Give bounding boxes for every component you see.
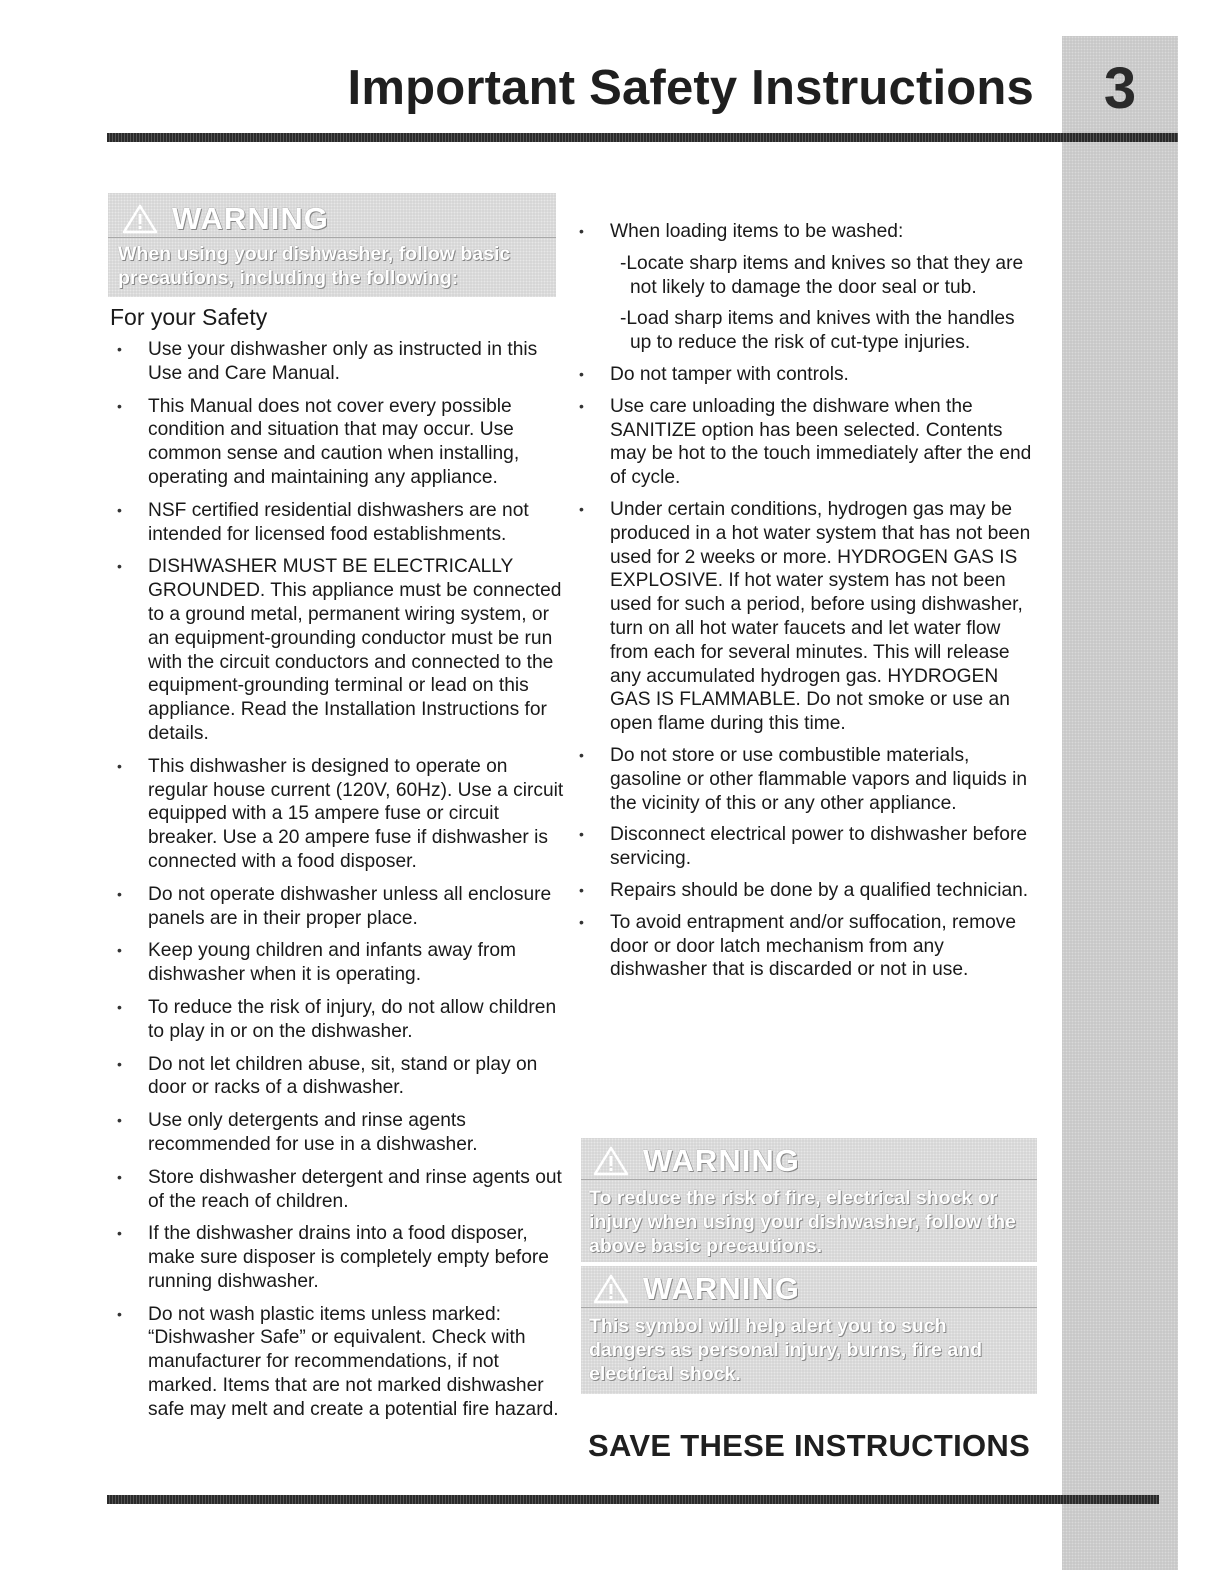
list-item: • To avoid entrapment and/or suffocation, remove door or door latch mechanism from any dishwasher that is discarded or not in use. — [610, 911, 1040, 982]
list-item: • Store dishwasher detergent and rinse agents out of the reach of children. — [148, 1166, 568, 1214]
page-number: 3 — [1103, 56, 1137, 121]
warning-text: To reduce the risk of fire, electrical shock or injury when using your dishwasher, follow the above basic precautions. — [589, 1187, 1016, 1257]
list-item: • Use only detergents and rinse agents recommended for use in a dishwasher. — [148, 1109, 568, 1157]
footer-rule — [107, 1495, 1159, 1504]
list-item: • Use your dishwasher only as instructed in this Use and Care Manual. — [148, 338, 568, 386]
warning-label: WARNING — [643, 1143, 800, 1178]
warning-box-precautions — [108, 193, 556, 297]
warning-triangle-icon — [593, 1146, 629, 1176]
page-title: Important Safety Instructions — [347, 61, 1034, 115]
list-item: • Use care unloading the dishware when the SANITIZE option has been selected. Contents may be hot to the touch immediately after the end of cycle. — [610, 395, 1040, 490]
warning-header — [581, 1266, 1037, 1308]
loading-sub-item: -Locate sharp items and knives so that they are not likely to damage the door seal or tub. — [620, 252, 1024, 298]
list-item: • Keep young children and infants away from dishwasher when it is operating. — [148, 939, 568, 987]
warning-triangle-icon — [122, 204, 158, 234]
list-item: • NSF certified residential dishwashers are not intended for licensed food establishments. — [148, 499, 568, 547]
list-item: • If the dishwasher drains into a food disposer, make sure disposer is completely empty before running dishwasher. — [148, 1222, 568, 1293]
warning-box-fire — [581, 1138, 1037, 1262]
section-heading: For your Safety — [110, 304, 268, 330]
warning-text: This symbol will help alert you to such dangers as personal injury, burns, fire and electrical shock. — [589, 1315, 982, 1385]
save-instructions-heading: SAVE THESE INSTRUCTIONS — [588, 1428, 1031, 1463]
list-item: • Do not wash plastic items unless marked: “Dishwasher Safe” or equivalent. Check with manufacturer for recommendations, if not marked. Items that are not marked dishwasher safe may melt and create a potential fire hazard. — [148, 1303, 568, 1422]
warning-label: WARNING — [172, 201, 329, 236]
list-item: • Do not operate dishwasher unless all enclosure panels are in their proper place. — [148, 883, 568, 931]
list-item: • This Manual does not cover every possible condition and situation that may occur. Use common sense and caution when installing, operating and maintaining any appliance. — [148, 395, 568, 490]
list-item-loading — [610, 220, 1040, 355]
page-side-tab — [1062, 36, 1178, 1570]
warning-header — [581, 1138, 1037, 1180]
warning-box-symbol — [581, 1266, 1037, 1394]
list-item: • Do not tamper with controls. — [610, 363, 1040, 387]
list-item: • DISHWASHER MUST BE ELECTRICALLY GROUNDED. This appliance must be connected to a ground metal, permanent wiring system, or an equipment-grounding conductor must be run with the circuit conductors and connected to the equipment-grounding terminal or lead on this appliance. Read the Installation Instructions for details. — [148, 555, 568, 745]
loading-intro: • When loading items to be washed: — [610, 221, 904, 242]
list-item: • Disconnect electrical power to dishwasher before servicing. — [610, 823, 1040, 871]
right-safety-list — [610, 220, 1040, 990]
header-rule — [107, 133, 1178, 142]
list-item: • Repairs should be done by a qualified technician. — [610, 879, 1040, 903]
loading-sub-item: -Load sharp items and knives with the handles up to reduce the risk of cut-type injuries. — [620, 308, 1015, 354]
warning-label: WARNING — [643, 1271, 800, 1306]
list-item: • To reduce the risk of injury, do not allow children to play in or on the dishwasher. — [148, 996, 568, 1044]
list-item: • Do not let children abuse, sit, stand or play on door or racks of a dishwasher. — [148, 1053, 568, 1101]
warning-header — [108, 193, 556, 238]
list-item: • Under certain conditions, hydrogen gas may be produced in a hot water system that has not been used for 2 weeks or more. HYDROGEN GAS IS EXPLOSIVE. If hot water system has not been used for such a period, before using dishwasher, turn on all hot water faucets and let water flow from each for several minutes. This will release any accumulated hydrogen gas. HYDROGEN GAS IS FLAMMABLE. Do not smoke or use an open flame during this time. — [610, 498, 1040, 736]
list-item: • Do not store or use combustible materials, gasoline or other flammable vapors and liquids in the vicinity of this or any other appliance. — [610, 744, 1040, 815]
left-safety-list — [148, 338, 568, 1431]
list-item: • This dishwasher is designed to operate on regular house current (120V, 60Hz). Use a circuit equipped with a 15 ampere fuse or circuit breaker. Use a 20 ampere fuse if dishwasher is connected with a food disposer. — [148, 755, 568, 874]
warning-text: When using your dishwasher, follow basic precautions, including the following: — [118, 243, 511, 289]
warning-triangle-icon — [593, 1274, 629, 1304]
